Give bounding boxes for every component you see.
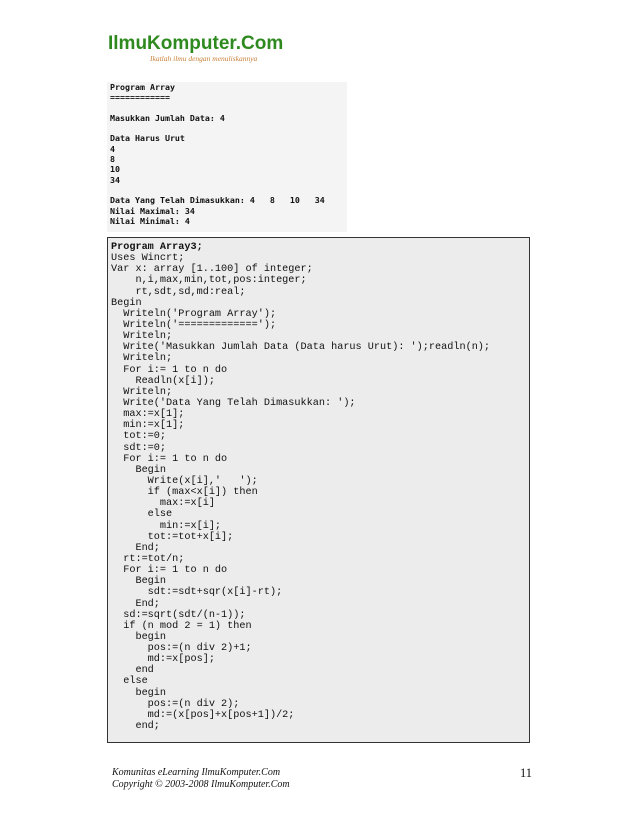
code-line: Writeln; [111, 353, 173, 365]
code-line: pos:=(n div 2); [111, 698, 240, 710]
code-line: For i:= 1 to n do [111, 565, 228, 577]
site-logo [108, 34, 298, 68]
page-footer [112, 767, 532, 791]
code-line: min:=x[1]; [111, 420, 185, 432]
code-line: pos:=(n div 2)+1; [111, 643, 252, 655]
console-line: 34 [110, 174, 120, 185]
code-line: Begin [111, 297, 142, 309]
page-number: 11 [519, 766, 532, 780]
console-line: 4 [110, 143, 115, 154]
code-line: rt:=tot/n; [111, 553, 185, 565]
code-line: n,i,max,min,tot,pos:integer; [111, 275, 307, 287]
console-line: 8 [110, 154, 115, 165]
code-line: sdt:=0; [111, 442, 167, 454]
code-line: Uses Wincrt; [111, 253, 185, 265]
code-line: For i:= 1 to n do [111, 453, 228, 465]
code-line: Write('Data Yang Telah Dimasukkan: '); [111, 397, 356, 409]
console-line: Program Array [110, 82, 175, 92]
code-line: end [111, 665, 154, 677]
code-line: max:=x[1]; [111, 409, 185, 421]
logo-title [108, 34, 298, 54]
code-listing [107, 237, 530, 743]
code-line: Writeln; [111, 331, 173, 343]
console-line: ============ [110, 92, 170, 103]
code-line: Writeln; [111, 386, 173, 398]
console-line: Nilai Minimal: 4 [110, 215, 190, 226]
code-line: begin [111, 631, 167, 643]
code-line: Program Array3; [111, 242, 203, 253]
console-line [107, 123, 347, 133]
code-line: rt,sdt,sd,md:real; [111, 286, 246, 298]
console-line: Masukkan Jumlah Data: 4 [110, 112, 225, 123]
code-line: sdt:=sdt+sqr(x[i]-rt); [111, 587, 283, 599]
code-line: Write('Masukkan Jumlah Data (Data harus Urut): ');readln(n); [111, 342, 491, 354]
footer-community: Komunitas eLearning IlmuKomputer.Com [112, 767, 281, 778]
code-line: Writeln('============='); [111, 319, 277, 331]
code-line: For i:= 1 to n do [111, 364, 228, 376]
code-line: if (max<x[i]) then [111, 487, 258, 499]
code-line: max:=x[i] [111, 498, 215, 510]
code-line: Var x: array [1..100] of integer; [111, 264, 313, 276]
code-line: Readln(x[i]); [111, 375, 215, 387]
code-line: else [111, 676, 148, 688]
console-output-screenshot [107, 82, 347, 232]
code-line: sd:=sqrt(sdt/(n-1)); [111, 609, 246, 621]
logo-tagline: Ikatlah ilmu dengan menuliskannya [150, 54, 258, 63]
console-line [107, 103, 347, 113]
logo-title-suffix: .Com [235, 33, 284, 54]
logo-title-main: IlmuKomputer [108, 33, 236, 54]
code-line: tot:=tot+x[i]; [111, 531, 234, 543]
code-line: begin [111, 687, 167, 699]
code-line: End; [111, 598, 160, 610]
code-line: if (n mod 2 = 1) then [111, 620, 252, 632]
code-line: end; [111, 721, 160, 733]
code-line: else [111, 509, 173, 521]
code-line: md:=x[pos]; [111, 654, 215, 666]
code-line: md:=(x[pos]+x[pos+1])/2; [111, 709, 295, 721]
console-line [107, 185, 347, 195]
code-line: min:=x[i]; [111, 520, 222, 532]
code-line: Writeln('Program Array'); [111, 308, 277, 320]
code-line: End; [111, 542, 160, 554]
console-line: Data Yang Telah Dimasukkan: 4 8 10 34 [110, 195, 325, 206]
code-line: tot:=0; [111, 431, 167, 443]
console-line: Data Harus Urut [110, 133, 185, 144]
console-line: Nilai Maximal: 34 [110, 205, 195, 216]
code-line: Begin [111, 464, 167, 476]
footer-copyright: Copyright © 2003-2008 IlmuKomputer.Com [112, 779, 290, 790]
code-line: Write(x[i],' '); [111, 475, 258, 487]
code-line: Begin [111, 576, 167, 588]
console-line: 10 [110, 164, 120, 175]
